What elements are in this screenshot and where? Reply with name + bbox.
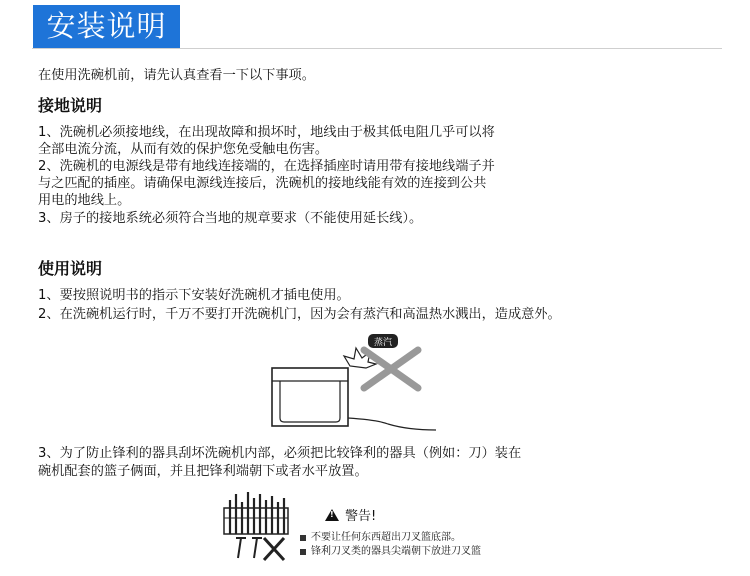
usage-line: 1、要按照说明书的指示下安装好洗碗机才插电使用。 (38, 288, 350, 303)
grounding-line: 全部电流分流，从而有效的保护您免受触电伤害。 (38, 142, 329, 157)
usage-heading: 使用说明 (38, 259, 103, 278)
cutlery-basket-illustration (222, 488, 292, 564)
bullet-square-icon (300, 535, 306, 541)
grounding-heading: 接地说明 (38, 96, 103, 115)
hose (348, 418, 436, 430)
grounding-line: 1、洗碗机必须接地线，在出现故障和损坏时，地线由于极其低电阻几乎可以将 (38, 125, 495, 140)
intro-text: 在使用洗碗机前，请先认真查看一下以下事项。 (38, 68, 315, 83)
usage-line: 3、为了防止锋利的器具刮坏洗碗机内部，必须把比较锋利的器具（例如：刀）装在 (38, 446, 522, 461)
usage-line: 2、在洗碗机运行时，千万不要打开洗碗机门，因为会有蒸汽和高温热水溅出，造成意外。 (38, 307, 561, 322)
warning-icon (325, 509, 339, 521)
grounding-line: 用电的地线上。 (38, 193, 131, 208)
warning-heading (325, 505, 376, 524)
warning-note (300, 545, 481, 558)
steam-label: 蒸汽 (373, 338, 393, 348)
header-divider (32, 48, 722, 49)
grounding-line: 2、洗碗机的电源线是带有地线连接端的，在选择插座时请用带有接地线端子并 (38, 159, 495, 174)
dishwasher-steam-illustration (268, 330, 458, 440)
warning-note (300, 531, 461, 544)
warning-note-text: 锋利刀叉类的器具尖端朝下放进刀叉篮 (311, 546, 481, 557)
dishwasher-body (272, 368, 348, 426)
warning-note-text: 不要让任何东西超出刀叉篮底部。 (311, 532, 461, 543)
grounding-line: 3、房子的接地系统必须符合当地的规章要求（不能使用延长线）。 (38, 211, 423, 226)
grounding-line: 与之匹配的插座。请确保电源线连接后，洗碗机的接地线能有效的连接到公共 (38, 176, 487, 191)
bullet-square-icon (300, 549, 306, 555)
usage-line: 碗机配套的篮子俩面，并且把锋利端朝下或者水平放置。 (38, 464, 368, 479)
warning-title: 警告! (345, 509, 377, 524)
page-title: 安装说明 (33, 5, 180, 48)
